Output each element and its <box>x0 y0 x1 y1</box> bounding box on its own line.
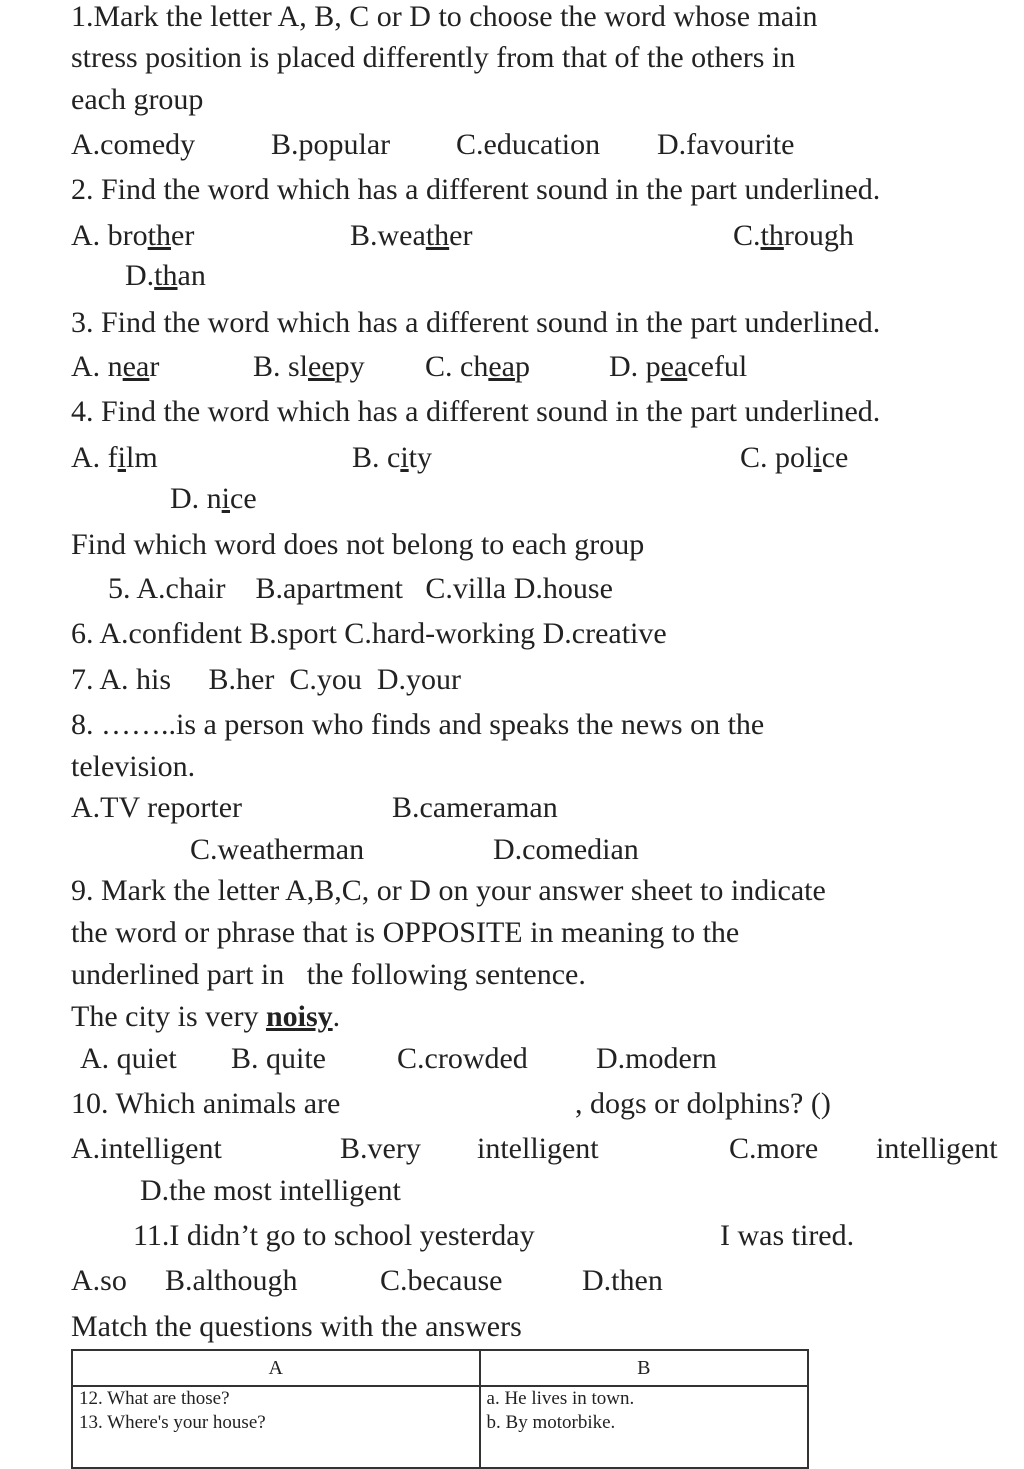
q4-option-d: D. nice <box>170 482 257 515</box>
q10-option-b-part-1: B.very <box>340 1132 421 1165</box>
section-match-heading: Match the questions with the answers <box>71 1310 522 1343</box>
q4-option-a: A. film <box>71 441 158 474</box>
q9-line-1: 9. Mark the letter A,B,C, or D on your answer sheet to indicate <box>71 874 826 907</box>
q4-option-b: B. city <box>352 441 433 474</box>
matching-table <box>71 1349 809 1469</box>
matching-table-header <box>72 1350 808 1386</box>
q4-option-c: C. police <box>740 441 849 474</box>
q9-option-d: D.modern <box>596 1042 717 1075</box>
column-b-header: B <box>480 1350 808 1386</box>
column-b-cell <box>480 1386 808 1468</box>
q11-option-d: D.then <box>582 1264 663 1297</box>
question-item: 12. What are those? <box>79 1388 230 1409</box>
answer-item: b. By motorbike. <box>486 1412 616 1433</box>
q10-option-c-part-2: intelligent <box>876 1132 998 1165</box>
q3-option-d: D. peaceful <box>609 350 748 383</box>
q10-option-d: D.the most intelligent <box>140 1174 401 1207</box>
q1-option-b: B.popular <box>271 128 391 161</box>
column-a-cell <box>72 1386 480 1468</box>
q2-option-d: D.than <box>125 259 206 292</box>
q10-option-c-part-1: C.more <box>729 1132 819 1165</box>
q9-line-3: underlined part in the following sentence. <box>71 958 586 991</box>
q8-option-b: B.cameraman <box>392 791 558 824</box>
q10-option-a: A.intelligent <box>71 1132 222 1165</box>
q9-line-2: the word or phrase that is OPPOSITE in meaning to the <box>71 916 740 949</box>
answer-item: a. He lives in town. <box>486 1388 635 1409</box>
q11-question-start: 11.I didn’t go to school yesterday <box>133 1219 535 1252</box>
q1-line-2: stress position is placed differently from that of the others in <box>71 41 796 74</box>
q4-prompt: 4. Find the word which has a different sound in the part underlined. <box>71 395 881 428</box>
q9-option-b: B. quite <box>231 1042 326 1075</box>
q8-line-2: television. <box>71 750 196 783</box>
q3-option-a: A. near <box>71 350 160 383</box>
q9-option-c: C.crowded <box>397 1042 528 1075</box>
q7: 7. A. his B.her C.you D.your <box>71 663 461 696</box>
q8-line-1: 8. ……..is a person who finds and speaks the news on the <box>71 708 765 741</box>
q2-prompt: 2. Find the word which has a different sound in the part underlined. <box>71 173 881 206</box>
section-odd-heading: Find which word does not belong to each group <box>71 528 645 561</box>
q11-option-b: B.although <box>165 1264 298 1297</box>
q11-question-end: I was tired. <box>720 1219 855 1252</box>
q2-option-a: A. brother <box>71 219 195 252</box>
q1-option-a: A.comedy <box>71 128 196 161</box>
q10-question-end: , dogs or dolphins? () <box>575 1087 831 1120</box>
q1-line-1: 1.Mark the letter A, B, C or D to choose the word whose main <box>71 0 818 33</box>
q8-option-d: D.comedian <box>493 833 639 866</box>
q10-option-b-part-2: intelligent <box>477 1132 599 1165</box>
q9-option-a: A. quiet <box>80 1042 177 1075</box>
q8-option-c: C.weatherman <box>190 833 365 866</box>
q1-option-d: D.favourite <box>657 128 795 161</box>
q2-option-c: C.through <box>733 219 854 252</box>
q3-option-b: B. sleepy <box>253 350 365 383</box>
q2-option-b: B.weather <box>350 219 473 252</box>
q6: 6. A.confident B.sport C.hard-working D.creative <box>71 617 667 650</box>
q10-question-start: 10. Which animals are <box>71 1087 341 1120</box>
q3-prompt: 3. Find the word which has a different sound in the part underlined. <box>71 306 881 339</box>
table-row <box>72 1386 808 1468</box>
q11-option-c: C.because <box>380 1264 503 1297</box>
question-item: 13. Where's your house? <box>79 1412 266 1433</box>
column-a-header: A <box>72 1350 480 1386</box>
q8-option-a: A.TV reporter <box>71 791 243 824</box>
q1-line-3: each group <box>71 83 204 116</box>
q5: 5. A.chair B.apartment C.villa D.house <box>108 572 613 605</box>
q3-option-c: C. cheap <box>425 350 530 383</box>
q9-sentence: The city is very noisy. <box>71 1000 341 1033</box>
q1-option-c: C.education <box>456 128 601 161</box>
q11-option-a: A.so <box>71 1264 127 1297</box>
